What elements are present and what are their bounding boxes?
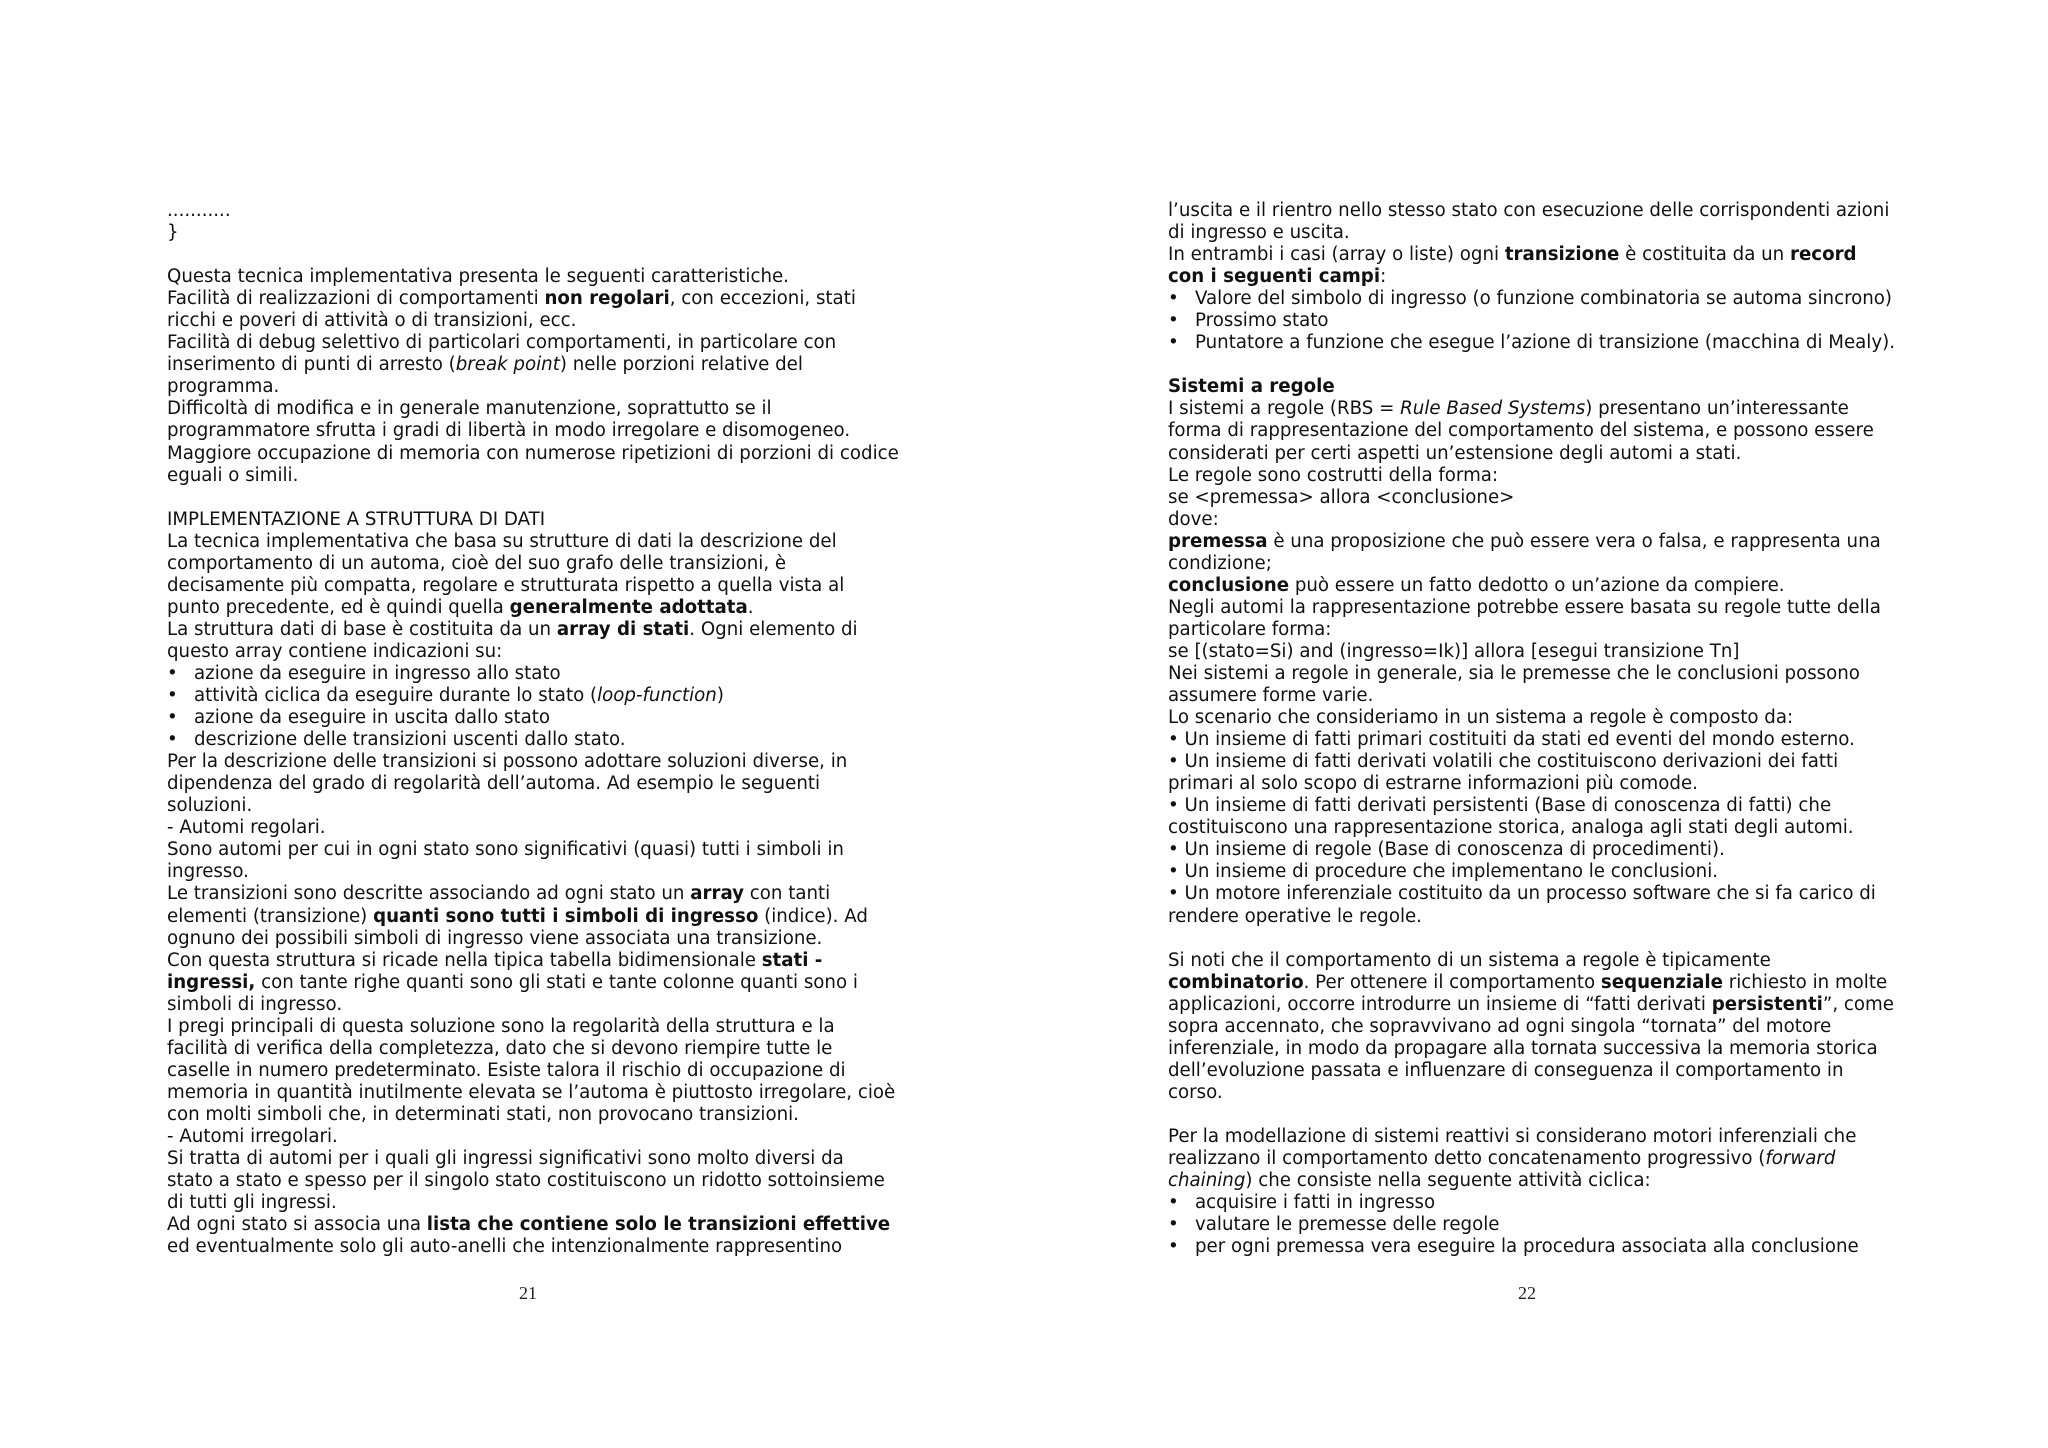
text-segment: Con questa struttura si ricade nella tipica tabella bidimensionale [167,949,762,971]
bullet-marker: • [1168,332,1179,354]
text-line [167,1192,907,1214]
text-line [1168,994,1908,1016]
bold-text: persistenti [1711,993,1823,1015]
text-line [167,509,907,531]
text-line [167,575,907,597]
text-segment: programmatore sfrutta i gradi di libertà in modo irregolare e disomogeneo. [167,420,851,442]
left-page-text [167,200,907,1258]
text-line [167,1170,907,1192]
text-segment: ) nelle porzioni relative del [559,354,803,376]
text-line [1168,398,1908,420]
text-segment: Per la modellazione di sistemi reattivi si considerano motori inferenziali che [1168,1125,1857,1147]
text-segment: ) che consiste nella seguente attività ciclica: [1245,1170,1651,1192]
text-segment: , con eccezioni, stati [669,288,856,310]
bullet-marker: • [167,729,178,751]
text-segment: dove: [1168,508,1219,530]
text-segment: l’uscita e il rientro nello stesso stato con esecuzione delle corrispondenti azioni [1168,200,1890,221]
text-line [167,597,907,619]
text-segment: primari al solo scopo di estrarne informazioni più comode. [1168,773,1698,795]
text-segment: acquisire i fatti in ingresso [1195,1192,1436,1214]
text-line [167,1038,907,1060]
text-segment: Lo scenario che consideriamo in un sistema a regole è composto da: [1168,707,1794,729]
text-segment: • Un insieme di fatti derivati persistenti (Base di conoscenza di fatti) che [1168,795,1832,817]
text-segment: facilità di verifica della completezza, dato che si devono riempire tutte le [167,1037,833,1059]
text-line [1168,751,1908,773]
text-segment: • Un insieme di procedure che implementano le conclusioni. [1168,861,1719,883]
bold-text: stati - [761,949,823,971]
bold-text: sequenziale [1600,971,1723,993]
text-segment: con molti simboli che, in determinati stati, non provocano transizioni. [167,1103,799,1125]
text-segment: particolare forma: [1168,618,1332,640]
text-line [167,1082,907,1104]
text-segment: memoria in quantità inutilmente elevata se l’automa è piuttosto irregolare, cioè [167,1081,896,1103]
text-line [167,310,907,332]
text-line [167,420,907,442]
text-segment: I pregi principali di questa soluzione sono la regolarità della struttura e la [167,1015,835,1037]
text-segment: è una proposizione che può essere vera o falsa, e rappresenta una [1267,530,1881,552]
text-line [1168,376,1908,398]
text-segment: caselle in numero predeterminato. Esiste talora il rischio di occupazione di [167,1059,846,1081]
text-segment: ”, come [1822,993,1894,1015]
italic-text: chaining [1168,1170,1246,1192]
text-line [1168,795,1908,817]
text-line [1168,685,1908,707]
text-segment: stato a stato e spesso per il singolo stato costituiscono un ridotto sottoinsieme [167,1170,885,1192]
bullet-item [1168,1192,1908,1214]
bold-text: quanti sono tutti i simboli di ingresso [373,905,759,927]
text-line [1168,972,1908,994]
text-segment: Ad ogni stato si associa una [167,1214,427,1236]
text-segment: ........... [167,200,231,221]
text-line [167,994,907,1016]
right-page-number: 22 [1518,1283,1536,1303]
text-line [1168,861,1908,883]
text-segment: elementi (transizione) [167,905,374,927]
text-line [167,950,907,972]
text-line [167,641,907,663]
text-segment: applicazioni, occorre introdurre un insieme di “fatti derivati [1168,993,1712,1015]
bold-text: ingressi, [167,971,256,993]
text-segment: Per la descrizione delle transizioni si possono adottare soluzioni diverse, in [167,751,848,773]
text-line [167,839,907,861]
text-line [167,266,907,288]
text-segment: La struttura dati di base è costituita da un [167,618,557,640]
text-segment: soluzioni. [167,795,253,817]
text-segment: IMPLEMENTAZIONE A STRUTTURA DI DATI [167,508,546,530]
text-line [1168,1016,1908,1038]
text-segment: ricchi e poveri di attività o di transizioni, ecc. [167,310,577,332]
bullet-marker: • [167,707,178,729]
text-line [167,465,907,487]
text-segment: se <premessa> allora <conclusione> [1168,486,1515,508]
text-segment: . [747,596,754,618]
text-segment: corso. [1168,1081,1223,1103]
text-line [1168,1082,1908,1104]
text-line [167,288,907,310]
text-segment: ognuno dei possibili simboli di ingresso viene associata una transizione. [167,927,823,949]
text-segment: ingresso. [167,861,249,883]
text-line [167,1104,907,1126]
bullet-item [167,707,907,729]
text-segment: considerati per certi aspetti un’estensione degli automi a stati. [1168,442,1742,464]
text-segment: . Ogni elemento di [689,618,858,640]
text-segment: ) presentano un’interessante [1585,398,1849,420]
text-segment: inserimento di punti di arresto ( [167,354,456,376]
text-segment: decisamente più compatta, regolare e strutturata rispetto a quella vista al [167,574,845,596]
italic-text: Rule Based Systems [1400,398,1586,420]
text-line [167,928,907,950]
bold-text: Sistemi a regole [1168,376,1335,398]
bullet-item [167,685,907,707]
bullet-item [1168,288,1908,310]
text-segment: descrizione delle transizioni uscenti dallo stato. [194,729,626,751]
blank-line [1168,354,1908,376]
text-line [1168,729,1908,751]
text-line [1168,487,1908,509]
text-segment: Valore del simbolo di ingresso (o funzione combinatoria se automa sincrono) [1195,288,1893,310]
text-segment: con tanti [744,883,831,905]
text-segment: • Un motore inferenziale costituito da un processo software che si fa carico di [1168,883,1876,905]
bullet-item [1168,310,1908,332]
bullet-item [1168,1236,1908,1258]
text-segment: assumere forme varie. [1168,685,1374,707]
text-line [1168,465,1908,487]
text-segment: Maggiore occupazione di memoria con numerose ripetizioni di porzioni di codice [167,442,899,464]
text-segment: rendere operative le regole. [1168,905,1422,927]
bold-text: array di stati [556,618,690,640]
text-line [167,972,907,994]
bullet-marker: • [167,662,178,684]
text-line [167,376,907,398]
text-line [1168,443,1908,465]
text-line [1168,817,1908,839]
text-line [1168,575,1908,597]
text-line [167,795,907,817]
text-line [1168,773,1908,795]
text-segment: inferenziale, in modo da propagare alla tornata successiva la memoria storica [1168,1037,1878,1059]
right-page-text [1168,200,1908,1258]
text-line [167,398,907,420]
text-line [167,1148,907,1170]
text-segment: richiesto in molte [1722,971,1888,993]
text-line [167,883,907,905]
text-segment: Si tratta di automi per i quali gli ingressi significativi sono molto diversi da [167,1148,844,1170]
text-segment: realizzano il comportamento detto concatenamento progressivo ( [1168,1148,1766,1170]
text-segment: • Un insieme di fatti primari costituiti da stati ed eventi del mondo esterno. [1168,729,1855,751]
text-line [167,1016,907,1038]
bold-text: premessa [1168,530,1268,552]
text-line [167,1126,907,1148]
bullet-marker: • [1168,1214,1179,1236]
text-line [167,861,907,883]
text-line [1168,244,1908,266]
text-line [167,222,907,244]
bold-text: conclusione [1168,574,1290,596]
text-segment: punto precedente, ed è quindi quella [167,596,510,618]
text-segment: azione da eseguire in uscita dallo stato [194,707,551,729]
bullet-marker: • [1168,1192,1179,1214]
text-line [167,751,907,773]
text-line [167,1236,907,1258]
text-segment: ed eventualmente solo gli auto-anelli che intenzionalmente rappresentino [167,1236,843,1258]
text-segment: Le transizioni sono descritte associando ad ogni stato un [167,883,691,905]
text-segment: . Per ottenere il comportamento [1303,971,1601,993]
text-segment: può essere un fatto dedotto o un’azione da compiere. [1289,574,1785,596]
text-line [1168,420,1908,442]
text-segment: eguali o simili. [167,464,299,486]
text-line [1168,619,1908,641]
italic-text: break point [455,354,560,376]
text-segment: azione da eseguire in ingresso allo stato [194,662,561,684]
text-segment: Le regole sono costrutti della forma: [1168,464,1499,486]
text-segment: Difficoltà di modifica e in generale manutenzione, soprattutto se il [167,398,772,420]
bold-text: generalmente adottata [509,596,748,618]
blank-line [1168,1104,1908,1126]
text-segment: } [167,222,179,244]
text-line [1168,1126,1908,1148]
text-segment: Si noti che il comportamento di un sistema a regole è tipicamente [1168,949,1771,971]
text-line [1168,707,1908,729]
bullet-item [167,729,907,751]
text-line [1168,597,1908,619]
text-segment: • Un insieme di regole (Base di conoscenza di procedimenti). [1168,839,1725,861]
bold-text: non regolari [544,288,670,310]
text-line [1168,553,1908,575]
bullet-marker: • [1168,1236,1179,1258]
text-line [1168,509,1908,531]
text-segment: valutare le premesse delle regole [1195,1214,1500,1236]
text-segment: simboli di ingresso. [167,993,343,1015]
text-line [167,553,907,575]
text-segment: per ogni premessa vera eseguire la procedura associata alla conclusione [1195,1236,1859,1258]
bullet-marker: • [1168,288,1179,310]
text-segment: questo array contiene indicazioni su: [167,640,503,662]
text-segment: di tutti gli ingressi. [167,1192,337,1214]
text-segment: - Automi regolari. [167,817,326,839]
text-line [1168,839,1908,861]
blank-line [167,487,907,509]
text-segment: forma di rappresentazione del comportamento del sistema, e possono essere [1168,420,1874,442]
text-line [1168,200,1908,222]
text-segment: sopra accennato, che sopravvivano ad ogni singola “tornata” del motore [1168,1015,1832,1037]
left-page-number: 21 [519,1283,537,1303]
text-segment: I sistemi a regole (RBS = [1168,398,1401,420]
text-line [1168,1148,1908,1170]
text-segment: Sono automi per cui in ogni stato sono significativi (quasi) tutti i simboli in [167,839,844,861]
text-line [167,1060,907,1082]
text-segment: Puntatore a funzione che esegue l’azione di transizione (macchina di Mealy). [1195,332,1895,354]
text-segment: Facilità di realizzazioni di comportamenti [167,288,545,310]
bullet-item [1168,1214,1908,1236]
bullet-item [167,663,907,685]
text-segment: condizione; [1168,552,1272,574]
bold-text: combinatorio [1168,971,1304,993]
text-line [1168,1170,1908,1192]
italic-text: loop-function [597,685,717,707]
text-segment: costituiscono una rappresentazione storica, analoga agli stati degli automi. [1168,817,1854,839]
bold-text: transizione [1504,244,1620,266]
italic-text: forward [1765,1148,1836,1170]
text-line [1168,950,1908,972]
text-line [167,619,907,641]
text-segment: è costituita da un [1619,244,1790,266]
text-line [1168,266,1908,288]
text-line [1168,222,1908,244]
text-line [167,531,907,553]
text-line [167,773,907,795]
blank-line [1168,928,1908,950]
text-segment: Negli automi la rappresentazione potrebbe essere basata su regole tutte della [1168,596,1881,618]
text-segment: (indice). Ad [758,905,868,927]
text-segment: con tante righe quanti sono gli stati e tante colonne quanti sono i [255,971,858,993]
text-line [167,906,907,928]
text-segment: dipendenza del grado di regolarità dell’automa. Ad esempio le seguenti [167,773,821,795]
text-line [1168,663,1908,685]
text-line [1168,641,1908,663]
text-segment: - Automi irregolari. [167,1125,338,1147]
bold-text: record [1790,244,1857,266]
text-segment: attività ciclica da eseguire durante lo stato ( [194,685,598,707]
text-line [1168,1038,1908,1060]
text-segment: Prossimo stato [1195,310,1329,332]
bold-text: array [690,883,745,905]
text-segment: Nei sistemi a regole in generale, sia le premesse che le conclusioni possono [1168,662,1860,684]
text-line [1168,883,1908,905]
text-segment: programma. [167,376,280,398]
text-segment: Questa tecnica implementativa presenta le seguenti caratteristiche. [167,266,789,288]
bullet-marker: • [167,685,178,707]
text-segment: comportamento di un automa, cioè del suo grafo delle transizioni, è [167,552,787,574]
text-segment: Facilità di debug selettivo di particolari comportamenti, in particolare con [167,332,837,354]
text-segment: La tecnica implementativa che basa su strutture di dati la descrizione del [167,530,837,552]
bullet-item [1168,332,1908,354]
blank-line [167,244,907,266]
bullet-marker: • [1168,310,1179,332]
text-line [167,1214,907,1236]
text-segment: • Un insieme di fatti derivati volatili che costituiscono derivazioni dei fatti [1168,751,1839,773]
text-segment: se [(stato=Si) and (ingresso=Ik)] allora [esegui transizione Tn] [1168,640,1740,662]
text-line [1168,906,1908,928]
text-segment: di ingresso e uscita. [1168,222,1350,244]
text-line [1168,531,1908,553]
text-segment: ) [716,685,724,707]
text-line [167,200,907,222]
bold-text: con i seguenti campi [1168,266,1381,288]
text-line [167,354,907,376]
text-segment: : [1380,266,1387,288]
text-line [167,443,907,465]
text-segment: dell’evoluzione passata e influenzare di conseguenza il comportamento in [1168,1059,1844,1081]
text-line [167,332,907,354]
text-line [1168,1060,1908,1082]
text-segment: In entrambi i casi (array o liste) ogni [1168,244,1505,266]
bold-text: lista che contiene solo le transizioni effettive [426,1214,891,1236]
text-line [167,817,907,839]
